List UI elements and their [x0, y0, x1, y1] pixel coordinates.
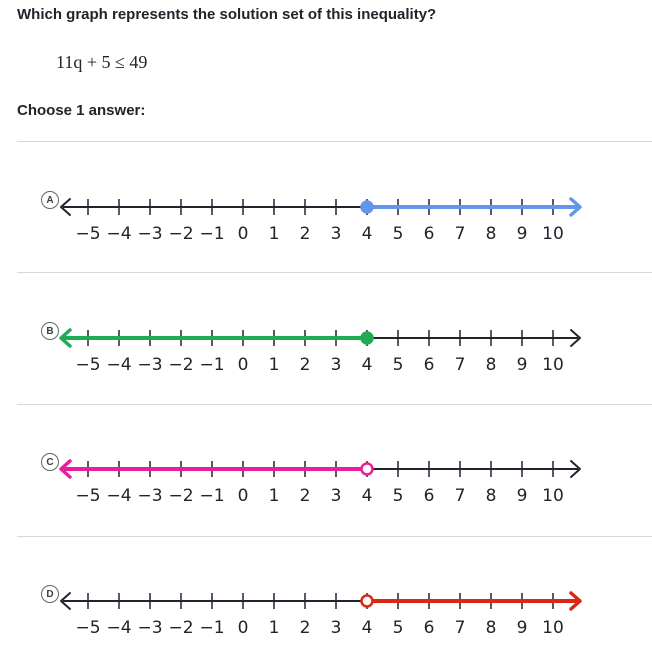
tick-label: 6 — [423, 224, 435, 244]
tick-label: 8 — [485, 355, 497, 375]
tick-label: 1 — [268, 355, 280, 375]
tick-label: 0 — [237, 618, 249, 638]
tick-label: 10 — [542, 486, 564, 506]
tick-label: 4 — [361, 486, 373, 506]
tick-label: 7 — [454, 486, 466, 506]
tick-label: 9 — [516, 486, 528, 506]
tick-label: 2 — [299, 486, 311, 506]
tick-label: −2 — [168, 618, 194, 638]
tick-label: 5 — [392, 486, 404, 506]
open-endpoint — [362, 464, 373, 475]
closed-endpoint — [362, 202, 373, 213]
tick-label: −3 — [137, 224, 163, 244]
tick-label: −1 — [199, 618, 225, 638]
tick-label: 6 — [423, 618, 435, 638]
choice-letter-d[interactable]: D — [41, 585, 59, 603]
choice-letter-b[interactable]: B — [41, 322, 59, 340]
number-line — [75, 183, 628, 244]
tick-label: 0 — [237, 355, 249, 375]
tick-label: −4 — [106, 618, 132, 638]
tick-label: 1 — [268, 486, 280, 506]
tick-label: −1 — [199, 486, 225, 506]
tick-label: 2 — [299, 618, 311, 638]
tick-label: −5 — [75, 486, 101, 506]
tick-label: 0 — [237, 224, 249, 244]
number-line — [75, 445, 628, 506]
tick-label: 3 — [330, 355, 342, 375]
choice-letter-a[interactable]: A — [41, 191, 59, 209]
tick-label: 4 — [361, 355, 373, 375]
answer-option-b[interactable] — [0, 294, 652, 384]
number-line — [75, 577, 628, 638]
tick-label: −5 — [75, 618, 101, 638]
tick-label: −2 — [168, 224, 194, 244]
answer-option-a[interactable] — [0, 163, 652, 253]
choice-letter-c[interactable]: C — [41, 453, 59, 471]
closed-endpoint — [362, 333, 373, 344]
tick-label: 8 — [485, 486, 497, 506]
tick-label: 6 — [423, 355, 435, 375]
tick-label: 4 — [361, 618, 373, 638]
tick-label: 3 — [330, 224, 342, 244]
tick-label: −3 — [137, 618, 163, 638]
tick-label: 1 — [268, 618, 280, 638]
tick-label: 8 — [485, 224, 497, 244]
tick-label: 7 — [454, 618, 466, 638]
tick-label: 9 — [516, 618, 528, 638]
tick-label: 0 — [237, 486, 249, 506]
tick-label: −4 — [106, 224, 132, 244]
tick-label: 10 — [542, 224, 564, 244]
tick-label: −2 — [168, 486, 194, 506]
tick-label: −2 — [168, 355, 194, 375]
tick-label: 5 — [392, 618, 404, 638]
tick-label: −4 — [106, 486, 132, 506]
divider — [17, 141, 652, 142]
tick-label: 3 — [330, 486, 342, 506]
divider — [17, 404, 652, 405]
tick-label: −3 — [137, 355, 163, 375]
tick-label: 9 — [516, 355, 528, 375]
tick-label: 4 — [361, 224, 373, 244]
open-endpoint — [362, 596, 373, 607]
tick-label: 2 — [299, 224, 311, 244]
tick-label: −5 — [75, 224, 101, 244]
tick-label: 9 — [516, 224, 528, 244]
divider — [17, 536, 652, 537]
tick-label: 5 — [392, 355, 404, 375]
tick-label: −5 — [75, 355, 101, 375]
tick-label: −1 — [199, 355, 225, 375]
answer-option-c[interactable] — [0, 425, 652, 515]
tick-label: 7 — [454, 224, 466, 244]
tick-label: −3 — [137, 486, 163, 506]
tick-label: −1 — [199, 224, 225, 244]
tick-label: 7 — [454, 355, 466, 375]
tick-label: −4 — [106, 355, 132, 375]
tick-label: 5 — [392, 224, 404, 244]
tick-label: 8 — [485, 618, 497, 638]
inequality-expression: 11q + 5 ≤ 49 — [56, 52, 148, 72]
number-line — [75, 314, 628, 375]
tick-label: 10 — [542, 618, 564, 638]
tick-label: 6 — [423, 486, 435, 506]
tick-label: 10 — [542, 355, 564, 375]
question-text: Which graph represents the solution set of this inequality? — [17, 6, 437, 23]
tick-label: 2 — [299, 355, 311, 375]
divider — [17, 272, 652, 273]
answer-option-d[interactable] — [0, 557, 652, 647]
tick-label: 1 — [268, 224, 280, 244]
tick-label: 3 — [330, 618, 342, 638]
choose-prompt: Choose 1 answer: — [17, 102, 146, 119]
